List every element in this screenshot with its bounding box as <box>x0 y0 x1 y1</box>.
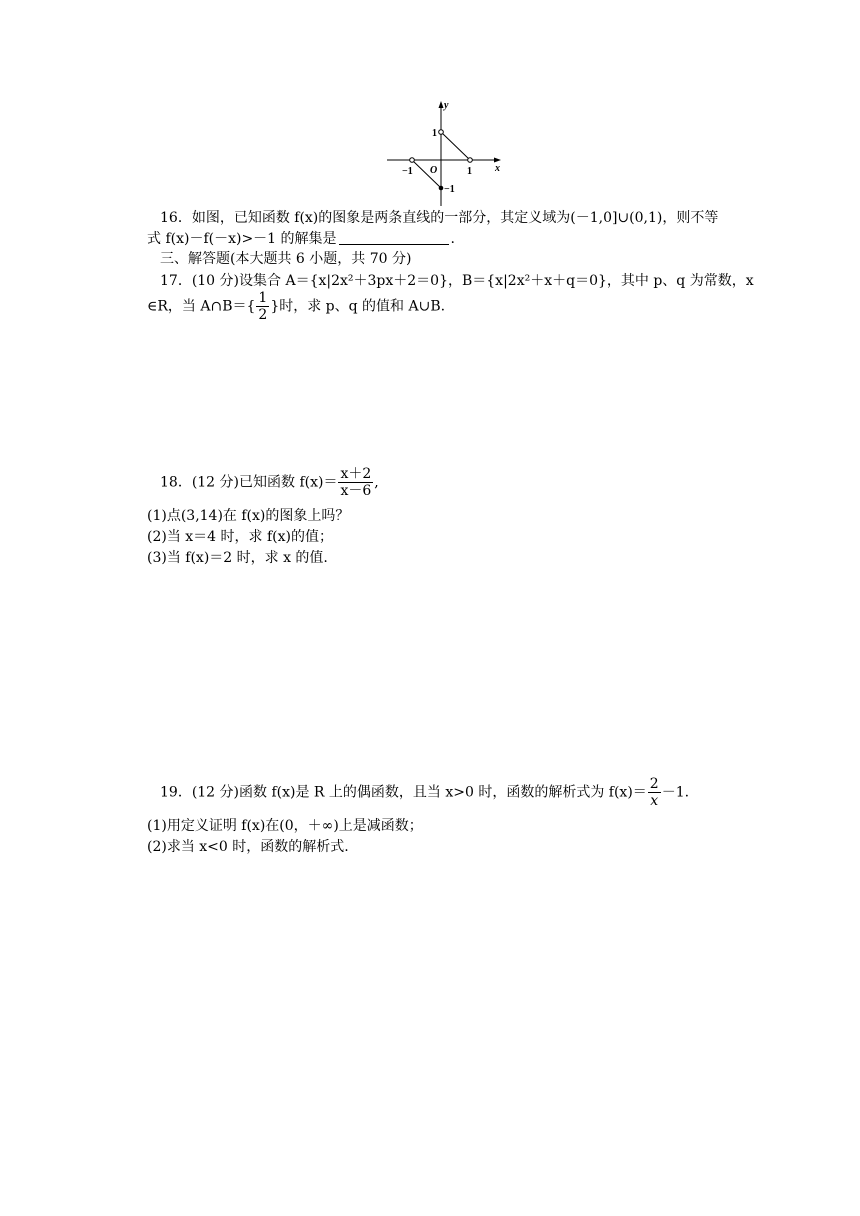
function-graph-svg <box>385 98 505 210</box>
tick-label-y1: 1 <box>432 128 437 139</box>
q19-intro-text: 19．(12 分)函数 f(x)是 R 上的偶函数，且当 x>0 时，函数的解析式为 f(x)＝ <box>160 784 647 801</box>
q19-frac-denominator: x <box>650 793 659 809</box>
tick-label-yneg1: −1 <box>444 184 455 195</box>
origin-label: O <box>430 165 438 176</box>
x-axis-label: x <box>495 163 500 174</box>
q17-frac-denominator: 2 <box>258 307 268 323</box>
q18-fraction <box>338 466 373 499</box>
q17-line2-text: ∈R，当 A∩B＝{ <box>147 298 256 315</box>
q17-line1: 17．(10 分)设集合 A＝{x|2x²＋3px＋2＝0}，B＝{x|2x²＋x＋q＝0}，其中 p、q 为常数，x <box>160 273 754 289</box>
q19-sub2: (2)求当 x<0 时，函数的解析式. <box>147 839 349 855</box>
q16-line2 <box>147 229 455 249</box>
q18-intro-text: 18．(12 分)已知函数 f(x)＝ <box>160 474 338 491</box>
q18-sub2: (2)当 x＝4 时，求 f(x)的值； <box>147 529 333 545</box>
q19-intro <box>160 776 689 809</box>
section-heading: 三、解答题(本大题共 6 小题，共 70 分) <box>160 251 412 267</box>
open-point-neg1-0 <box>410 158 415 163</box>
tick-label-x1: 1 <box>467 166 472 177</box>
q16-line2-text: 式 f(x)－f(－x)>－1 的解集是 <box>147 231 337 247</box>
q17-line2 <box>147 290 445 323</box>
q18-intro-end: , <box>374 474 379 491</box>
q18-frac-denominator: x－6 <box>340 483 372 499</box>
q18-sub3: (3)当 f(x)＝2 时，求 x 的值. <box>147 550 328 566</box>
q17-fraction <box>256 290 269 323</box>
q16-line1: 16．如图，已知函数 f(x)的图象是两条直线的一部分，其定义域为(－1,0]∪(0,1)，则不等 <box>160 210 719 226</box>
segment-right <box>441 132 470 160</box>
closed-point-0-neg1 <box>439 186 444 191</box>
function-graph-figure <box>385 98 505 210</box>
q16-line2-end: . <box>450 231 455 247</box>
tick-label-xneg1: −1 <box>402 166 413 177</box>
open-point-1-0 <box>468 158 473 163</box>
q17-frac-numerator: 1 <box>258 290 268 306</box>
q19-sub1: (1)用定义证明 f(x)在(0，＋∞)上是减函数； <box>147 818 423 834</box>
q18-sub1: (1)点(3,14)在 f(x)的图象上吗？ <box>147 508 350 524</box>
q19-frac-numerator: 2 <box>649 776 659 792</box>
y-axis-arrow <box>439 101 444 108</box>
q19-intro-end: －1. <box>661 784 690 801</box>
q19-fraction <box>648 776 661 809</box>
answer-blank[interactable] <box>339 230 449 245</box>
q17-line2-end: }时，求 p、q 的值和 A∪B. <box>270 298 446 315</box>
open-point-0-1 <box>439 130 444 135</box>
q18-intro <box>160 466 379 499</box>
y-axis-label: y <box>444 100 449 111</box>
q18-frac-numerator: x＋2 <box>340 466 372 482</box>
x-axis-arrow <box>494 158 501 163</box>
